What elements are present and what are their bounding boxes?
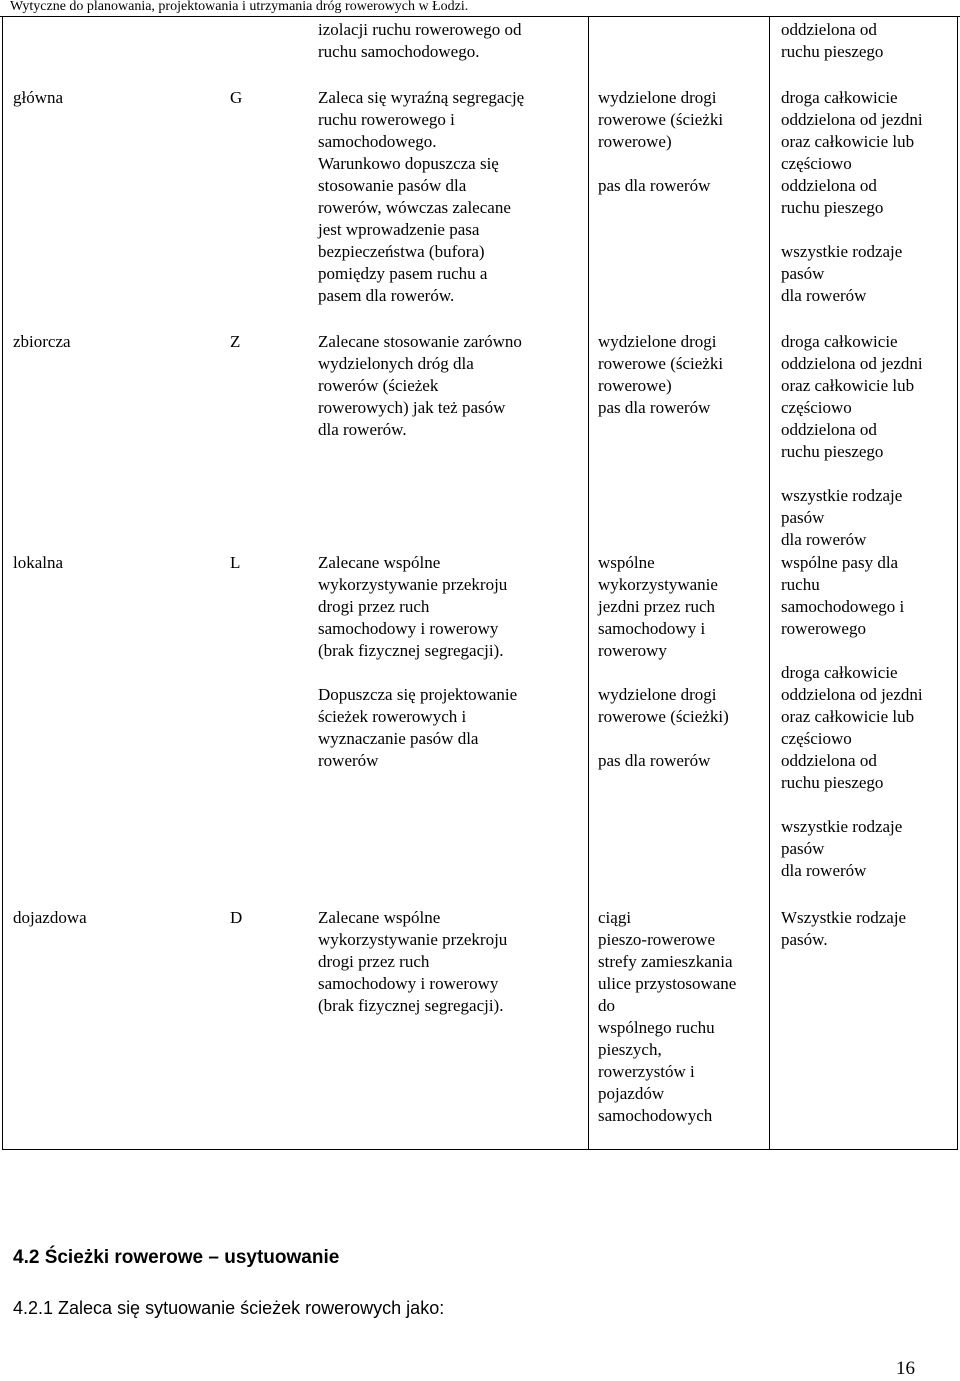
cell-line: samochodowego. (318, 132, 437, 151)
cell-line: Dopuszcza się projektowanie (318, 685, 518, 704)
page-number: 16 (896, 1358, 915, 1379)
table-cell-recommendation (318, 87, 583, 307)
cell-line: rowerów (ścieżek (318, 376, 439, 395)
table-cell-name: dojazdowa (13, 908, 87, 927)
cell-paragraph (598, 87, 764, 153)
table-cell-facilities (598, 87, 764, 197)
cell-line: rowerowe (ścieżki (598, 110, 724, 129)
cell-paragraph (781, 816, 953, 882)
cell-line: wykorzystywanie przekroju (318, 575, 508, 594)
cell-line: oddzielona od (781, 176, 877, 195)
table-cell-name: zbiorcza (13, 332, 71, 351)
table-cell-code: L (230, 553, 241, 572)
cell-line: wspólne pasy dla (781, 553, 899, 572)
cell-line: strefy zamieszkania (598, 952, 733, 971)
cell-line: wykorzystywanie przekroju (318, 930, 508, 949)
cell-paragraph (318, 552, 583, 662)
cell-paragraph (318, 331, 583, 441)
cell-line: oddzielona od jezdni (781, 354, 923, 373)
table-cell-recommendation (318, 552, 583, 772)
cell-line: samochodowy i rowerowy (318, 619, 499, 638)
cell-line: stosowanie pasów dla (318, 176, 467, 195)
cell-line: wspólne (598, 553, 655, 572)
cell-line: ruchu rowerowego i (318, 110, 455, 129)
cell-line: pasów (781, 839, 825, 858)
cell-paragraph (781, 485, 953, 551)
continuation-line: izolacji ruchu rowerowego od (318, 20, 522, 39)
cell-paragraph (598, 684, 764, 728)
cell-paragraph (598, 750, 764, 772)
cell-paragraph (598, 552, 764, 662)
cell-line: ruchu pieszego (781, 442, 884, 461)
cell-line: Wszystkie rodzaje (781, 908, 907, 927)
cell-line: bezpieczeństwa (bufora) (318, 242, 485, 261)
cell-line: pas dla rowerów (598, 751, 711, 770)
continuation-line: oddzielona od (781, 20, 877, 39)
table-divider-col3 (588, 16, 589, 1150)
cell-paragraph (781, 331, 953, 463)
cell-line: jest wprowadzenie pasa (318, 220, 480, 239)
cell-line: ścieżek rowerowych i (318, 707, 467, 726)
cell-line: rowerów, wówczas zalecane (318, 198, 511, 217)
cell-line: jezdni przez ruch (598, 597, 716, 616)
cell-line: droga całkowicie (781, 88, 898, 107)
cell-line: oraz całkowicie lub (781, 707, 915, 726)
table-cell-name: główna (13, 88, 64, 107)
cell-line: rowerów (318, 751, 379, 770)
cell-line: do (598, 996, 615, 1015)
cell-line: samochodowy i (598, 619, 706, 638)
table-cell-facilities (598, 907, 764, 1127)
cell-line: ruchu (781, 575, 820, 594)
cell-paragraph (598, 907, 764, 1127)
cell-line: (brak fizycznej segregacji). (318, 641, 504, 660)
cell-paragraph (781, 662, 953, 794)
running-header (0, 0, 960, 17)
cell-line: oraz całkowicie lub (781, 132, 915, 151)
cell-line: Zalecane stosowanie zarówno (318, 332, 522, 351)
cell-paragraph (598, 331, 764, 419)
cell-line: pieszych, (598, 1040, 662, 1059)
cell-paragraph (598, 175, 764, 197)
cell-line: pasów. (781, 930, 828, 949)
cell-line: rowerowe) (598, 376, 672, 395)
cell-line: częściowo (781, 154, 852, 173)
continuation-line: ruchu pieszego (781, 42, 884, 61)
cell-paragraph (781, 907, 953, 951)
table-border-right (957, 16, 958, 1150)
table-cell-separation (781, 87, 953, 307)
cell-line: wydzielone drogi (598, 685, 717, 704)
table-cell-facilities (598, 552, 764, 772)
cell-line: wyznaczanie pasów dla (318, 729, 479, 748)
cell-line: pas dla rowerów (598, 398, 711, 417)
cell-line: pojazdów (598, 1084, 665, 1103)
cell-line: rowerowe (ścieżki (598, 354, 724, 373)
cell-line: wykorzystywanie (598, 575, 718, 594)
cell-paragraph (318, 684, 583, 772)
cell-line: wydzielone drogi (598, 332, 717, 351)
cell-line: wszystkie rodzaje (781, 486, 903, 505)
cell-line: pasów (781, 264, 825, 283)
cell-paragraph (781, 552, 953, 640)
cell-line: samochodowego i (781, 597, 905, 616)
running-header-text: Wytyczne do planowania, projektowania i utrzymania dróg rowerowych w Łodzi. (10, 0, 469, 14)
cell-line: częściowo (781, 729, 852, 748)
cell-paragraph (781, 87, 953, 219)
cell-line: pasów (781, 508, 825, 527)
cell-line: ulice przystosowane (598, 974, 737, 993)
cell-line: rowerzystów i (598, 1062, 695, 1081)
table-cell-separation (781, 907, 953, 951)
cell-line: (brak fizycznej segregacji). (318, 996, 504, 1015)
table-border-left (2, 16, 3, 1150)
table-cell-code: D (230, 908, 243, 927)
table-cell-name: lokalna (13, 553, 64, 572)
cell-line: rowerowe) (598, 132, 672, 151)
cell-line: dla rowerów (781, 861, 867, 880)
cell-line: Zalecane wspólne (318, 553, 441, 572)
cell-line: oddzielona od (781, 751, 877, 770)
cell-paragraph (318, 907, 583, 1017)
cell-line: rowerowych) jak też pasów (318, 398, 506, 417)
continuation-cell-recommendation (318, 19, 583, 63)
table-cell-separation (781, 552, 953, 882)
continuation-cell-separation (781, 19, 953, 63)
table-cell-recommendation (318, 907, 583, 1017)
cell-line: Zalecane wspólne (318, 908, 441, 927)
table-cell-recommendation (318, 331, 583, 441)
cell-line: częściowo (781, 398, 852, 417)
cell-line: rowerowe (ścieżki) (598, 707, 729, 726)
cell-line: wydzielone drogi (598, 88, 717, 107)
cell-line: ruchu pieszego (781, 773, 884, 792)
cell-line: pieszo-rowerowe (598, 930, 716, 949)
cell-line: dla rowerów (781, 286, 867, 305)
table-border-bottom (2, 1149, 958, 1150)
cell-line: Zaleca się wyraźną segregację (318, 88, 525, 107)
cell-line: oddzielona od jezdni (781, 685, 923, 704)
cell-line: droga całkowicie (781, 332, 898, 351)
cell-line: drogi przez ruch (318, 597, 430, 616)
cell-line: samochodowy i rowerowy (318, 974, 499, 993)
cell-paragraph (318, 87, 583, 307)
cell-line: droga całkowicie (781, 663, 898, 682)
cell-line: drogi przez ruch (318, 952, 430, 971)
cell-line: samochodowych (598, 1106, 713, 1125)
cell-paragraph (781, 241, 953, 307)
table-cell-code: Z (230, 332, 241, 351)
cell-line: wydzielonych dróg dla (318, 354, 474, 373)
cell-line: wszystkie rodzaje (781, 242, 903, 261)
cell-line: oddzielona od jezdni (781, 110, 923, 129)
cell-line: Warunkowo dopuszcza się (318, 154, 499, 173)
cell-line: oraz całkowicie lub (781, 376, 915, 395)
cell-line: dla rowerów. (318, 420, 407, 439)
table-cell-separation (781, 331, 953, 551)
cell-line: pas dla rowerów (598, 176, 711, 195)
cell-line: rowerowy (598, 641, 667, 660)
cell-line: dla rowerów (781, 530, 867, 549)
cell-line: ciągi (598, 908, 632, 927)
section-heading: 4.2 Ścieżki rowerowe – usytuowanie (13, 1247, 340, 1268)
table-cell-code: G (230, 88, 243, 107)
cell-line: oddzielona od (781, 420, 877, 439)
table-divider-col4 (769, 16, 770, 1150)
table-cell-facilities (598, 331, 764, 419)
continuation-line: ruchu samochodowego. (318, 42, 480, 61)
cell-line: pomiędzy pasem ruchu a (318, 264, 488, 283)
cell-line: wspólnego ruchu (598, 1018, 715, 1037)
cell-line: rowerowego (781, 619, 866, 638)
cell-line: ruchu pieszego (781, 198, 884, 217)
subsection-text: 4.2.1 Zaleca się sytuowanie ścieżek rowerowych jako: (13, 1298, 445, 1318)
cell-line: wszystkie rodzaje (781, 817, 903, 836)
cell-line: pasem dla rowerów. (318, 286, 455, 305)
